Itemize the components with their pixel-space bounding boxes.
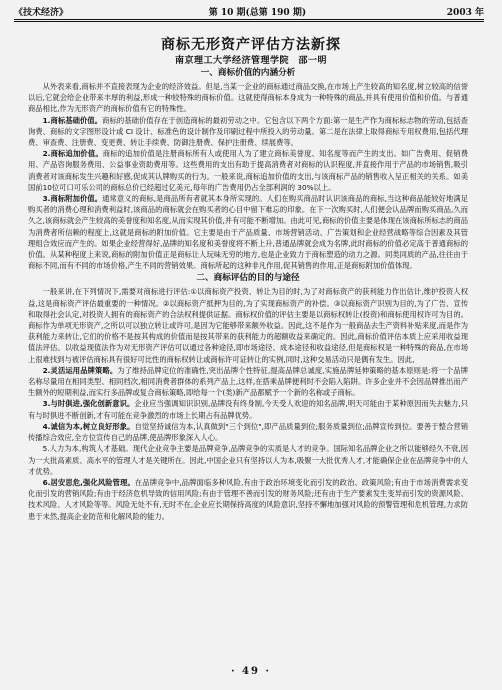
paragraph (28, 477, 468, 522)
paragraph-lead: 1.商标基础价值。 (42, 115, 103, 125)
paragraph (28, 365, 468, 399)
header-rule (14, 19, 484, 20)
article-title: 商标无形资产评估方法新探 (161, 37, 341, 53)
article-body (28, 66, 468, 522)
paragraph-text: 通常意义的商标,是商品所有者就其本身所实现的。人们在购买商品时认识该商品的商标,当这种商品能较好地满足购买者的消费心理和消费利益时,该商品的商标就会在购买者的心目中留下难忘的印象。在下一次购买时,人们便会认品牌而购买商品,久而久之,该商标就会产生较高的美誉度和知名度,从而实现其价值,并有可能不断增加。由此可见,商标的价值主要是体现在该商标所标志的商品为消费者所信赖的程度上,这就是商标的附加价值。它主要是由于产品质量、市场营销活动、广告策划和企业经营战略等综合因素及其管理组合效应而产生的。如果企业经营得好,品牌的知名度和美誉度将不断上升,普通品牌就会成为名牌,此时商标的价值必定高于普通商标的价值。从某种程度上来说,商标的附加价值正是商标让人玩味无穷的地方,也是企业致力于商标塑造的动力之源。同类同质的产品,往往由于商标不同,而有不同的市场价格,产生不同的营销效果。商标所起的这种非凡作用,促其销售的作用,正是商标附加价值体现。 (28, 194, 468, 271)
issue-year: 2003 年 (446, 7, 484, 18)
paragraph-text: 为了维持品牌定位的准确性,突出品牌个性特征,提高品牌总诚度,实施品牌延伸策略的基本原则是:将一个品牌名称尽量用在相同类型、相同档次,相同消费者群体的系列产品上,这样,在搭乘品牌便利时不会陷入陷阱。许多企业并不会因品牌推出而产生额外的短期利益,而实行多品牌或复合商标策略,即给每一个(类)新产品都赋予一个新的名称或子商标。 (28, 365, 468, 398)
paragraph: 从外表来看,商标并不直接表现为企业的经济效益。但是,当某一企业的商标通过商品交换,在市场上产生较高的知名度,树立较高的信誉以后,它就会给企业带来丰厚的利益,形成一种较特殊的商标价值。这就使得商标本身成为一种特殊的商品,并具有使用价值和价值。与普通商品相比,作为无形资产的商标价值有它的特殊性。 (28, 82, 468, 114)
section-heading-1: 一、商标价值的内涵分析 (200, 68, 296, 78)
paragraph-lead: 4.诚信为本,树立良好形象。 (42, 421, 135, 431)
running-header (14, 4, 484, 18)
paragraph (28, 148, 468, 193)
paragraph-text: 商标的基础价值存在于创造商标的最初劳动之中。它包含以下两个方面:第一是生产作为商标标志物的劳动,包括查询费、商标的文字图形设计或 CI 设计、标准色的设计制作及印刷过程中所投入的劳动量。第二是在法律上取得商标专用权费用,包括代理费、审查费、注册费、变更费、转让手续费、防御注册费、保护注册费、续展费等。 (28, 115, 468, 148)
paragraph-lead: 6.居安思危,强化风险管理。 (42, 477, 135, 487)
header-rule-thin (14, 21, 484, 22)
paragraph-text: 自觉坚持诚信为本,认真做到"三个到位",即产品质量到位;服务质量到位;品牌宣传到位。要善于整合营销传播综合效应,全方位宣传自己的品牌,使品牌形象深入人心。 (28, 421, 468, 443)
paragraph-lead: 2.商标追加价值。 (42, 149, 103, 159)
paragraph-lead: 3.与时俱进,强化创新意识。 (42, 399, 135, 409)
paragraph (28, 115, 468, 149)
article-author: 南京理工大学经济管理学院 邵一明 (174, 56, 327, 66)
paragraph: 一般来讲,在下列情况下,需要对商标进行评估:①以商标资产投资、转让为目的时,为了对商标资产的获利能力作出估计,维护投资人权益,这是商标资产评估最重要的一种情况。②以商标资产抵押为目的,为了实现商标资产的补偿。③以商标资产识别为目的,为了广告、宣传和取得社会认定,对投资人拥有的商标资产的合法权利提供证据。商标权价值的评估主要是以商标权转让(投资)和商标使用权许可为目的。商标作为单项无形资产,之所以可以独立转让或许可,是因为它能够带来额外收益。因此,这不是作为一般商品去生产资料补贴来度,而是作为获利能力来转让,它们的价格不是按其构成的价值而是按其带来的获利能力的超额收益来确定的。因此,商标价值评估本质上应采用收益现值法评估。以收益现值法作为对无形资产评估可以通过各种途径,即市场途径、成本途径和收益途径,但是商标权是一种特殊的商品,在市场上很难找到与被评估商标具有很好可比性的商标权转让或商标许可证转让的实例,同时,这种交易活动只是偶有发生。因此, (28, 287, 468, 364)
paragraph-text: 企业应当强调知识识别,品牌没有终身制,今天受人欢迎的知名品牌,明天可能由于某种原因而失去魅力,只有与时俱进不断创新,才有可能在竞争激烈的市场上长期占有品牌优势。 (28, 399, 468, 420)
paragraph-lead: 3.商标附加价值。 (42, 194, 103, 204)
paragraph-text: 商标的追加价值是注册商标所有人或使用人为了建立商标美誉度、知名度等而产生的支出。如广告费用、促销费用、产品咨询服务费用、公益事业资助费用等。这些费用的支出有助于提高消费者对商标的认识程度,并直接作用于产品的市场销售,吸引消费者对该商标发生兴趣和好感,促成其认牌购买的行为。一般来说,商标追加价值的支出,与该商标产品的销售收入呈正相关的关系。如美国前10位可口可乐公司的商标总价已经超过亿美元,每年的广告费用仍占全部利润的 30%以上。 (28, 149, 468, 192)
section-heading-2: 二、商标评估的目的与途径 (196, 273, 300, 284)
paragraph-lead: 2.灵活运用品牌策略。 (42, 365, 118, 375)
paragraph (28, 193, 468, 271)
paragraph: 5.人力为本,构筑人才基础。现代企业竞争主要是品牌竞争,品牌竞争的实质是人才的竞争。国际知名品牌企业之所以能够经久不衰,因为一大批高素质、高水平的管理人才是关键所在。因此,中国企业只有坚持以人为本,吸聚一大批优秀人才,才能确保企业在品牌竞争中的人才优势。 (28, 444, 468, 476)
paragraph-text: 在品牌竞争中,品牌面临多种风险,有由于政治环境变化而引发的政治、政策风险;有由于市场消费需求变化而引发的营销风险;有由于经济危机导致的信用风险;有由于管理不善而引发的财务风险;还有由于生产要素发生变异而引发的资源风险、技术风险、人才风险等等。风险无处不有,无时不在,企业应长期保持高度的风险意识,坚持不懈地加强对风险的预警管理和危机管理,力求防患于未然,提高企业防范和化解风险的能力。 (28, 477, 468, 521)
paragraph (28, 421, 468, 443)
issue-number: 第 10 期(总第 190 期) (208, 7, 307, 18)
page-number: · 49 · (231, 666, 271, 677)
paragraph (28, 398, 468, 420)
journal-name: 《技术经济》 (14, 7, 69, 18)
